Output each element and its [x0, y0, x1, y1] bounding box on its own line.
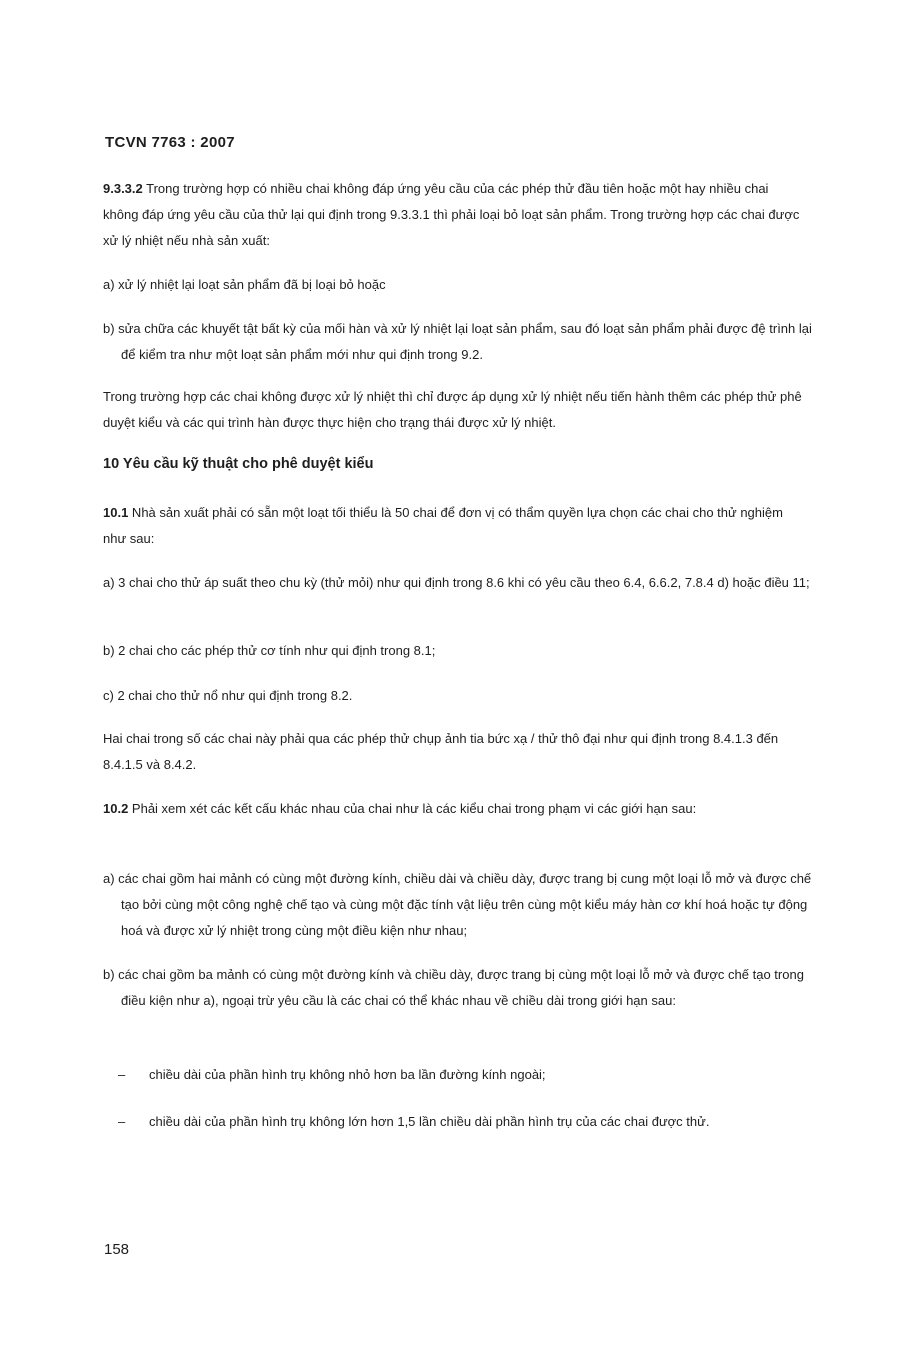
list-item-b: b) các chai gồm ba mảnh có cùng một đường kính và chiều dày, được trang bị cùng một loại lỗ mở và được chế tạo trong điều kiện như a), ngoại trừ yêu cầu là các chai có thể khác nhau về chiều dài trong giới hạn sau:	[103, 967, 804, 1008]
list-item-c: c) 2 chai cho thử nổ như qui định trong 8.2.	[103, 688, 353, 703]
section-heading: 10 Yêu cầu kỹ thuật cho phê duyệt kiểu	[103, 456, 374, 472]
dash-bullet: –	[118, 1067, 126, 1082]
list-item-a: a) 3 chai cho thử áp suất theo chu kỳ (thử mỏi) như qui định trong 8.6 khi có yêu cầu theo 6.4, 6.6.2, 7.8.4 d) hoặc điều 11;	[103, 575, 810, 590]
clause-text: Trong trường hợp có nhiều chai không đáp ứng yêu cầu của các phép thử đầu tiên hoặc một hay nhiều chai không đáp ứng yêu cầu của thử lại qui định trong 9.3.3.1 thì phải loại bỏ loạt sản phẩm. Trong trường hợp các chai được xử lý nhiệt nếu nhà sản xuất:	[103, 181, 800, 248]
dash-item-text: chiều dài của phần hình trụ không nhỏ hơn ba lần đường kính ngoài;	[149, 1067, 546, 1082]
list-item-a: a) các chai gồm hai mảnh có cùng một đường kính, chiều dài và chiều dày, được trang bị cung một loại lỗ mở và được chế tạo bởi cùng một công nghệ chế tạo và cùng một đặc tính vật liệu trên cùng một kiểu máy hàn cơ khí hoá hoặc tự động hoá và được xử lý nhiệt trong cùng một điều kiện như nhau;	[103, 871, 812, 938]
clause-number: 10.2	[103, 801, 129, 816]
dash-bullet: –	[118, 1114, 126, 1129]
list-item-b: b) 2 chai cho các phép thử cơ tính như qui định trong 8.1;	[103, 643, 436, 658]
dash-item-text: chiều dài của phần hình trụ không lớn hơn 1,5 lần chiều dài phần hình trụ của các chai được thử.	[149, 1114, 710, 1129]
clause-number: 10.1	[103, 505, 129, 520]
paragraph-10-2	[103, 796, 803, 822]
dash-list-item	[118, 1062, 808, 1088]
list-item-a: a) xử lý nhiệt lại loạt sản phẩm đã bị loại bỏ hoặc	[103, 277, 386, 292]
clause-text: Phải xem xét các kết cấu khác nhau của chai như là các kiểu chai trong phạm vi các giới hạn sau:	[128, 801, 697, 816]
clause-number: 9.3.3.2	[103, 181, 143, 196]
closing-paragraph: Trong trường hợp các chai không được xử lý nhiệt thì chỉ được áp dụng xử lý nhiệt nếu tiến hành thêm các phép thử phê duyệt kiểu và các qui trình hàn được thực hiện cho trạng thái được xử lý nhiệt.	[103, 389, 802, 430]
closing-paragraph: Hai chai trong số các chai này phải qua các phép thử chụp ảnh tia bức xạ / thử thô đại như qui định trong 8.4.1.3 đến 8.4.1.5 và 8.4.2.	[103, 731, 779, 772]
clause-text: Nhà sản xuất phải có sẵn một loạt tối thiểu là 50 chai để đơn vị có thẩm quyền lựa chọn các chai cho thử nghiệm như sau:	[103, 505, 783, 546]
list-item-b: b) sửa chữa các khuyết tật bất kỳ của mối hàn và xử lý nhiệt lại loạt sản phẩm, sau đó loạt sản phẩm phải được đệ trình lại để kiểm tra như một loạt sản phẩm mới như qui định trong 9.2.	[103, 321, 812, 362]
page-number: 158	[104, 1241, 130, 1258]
paragraph-10-1	[103, 500, 803, 552]
dash-list-item	[118, 1109, 808, 1135]
standard-code-header: TCVN 7763 : 2007	[105, 134, 235, 151]
paragraph-9-3-3-2	[103, 176, 803, 254]
